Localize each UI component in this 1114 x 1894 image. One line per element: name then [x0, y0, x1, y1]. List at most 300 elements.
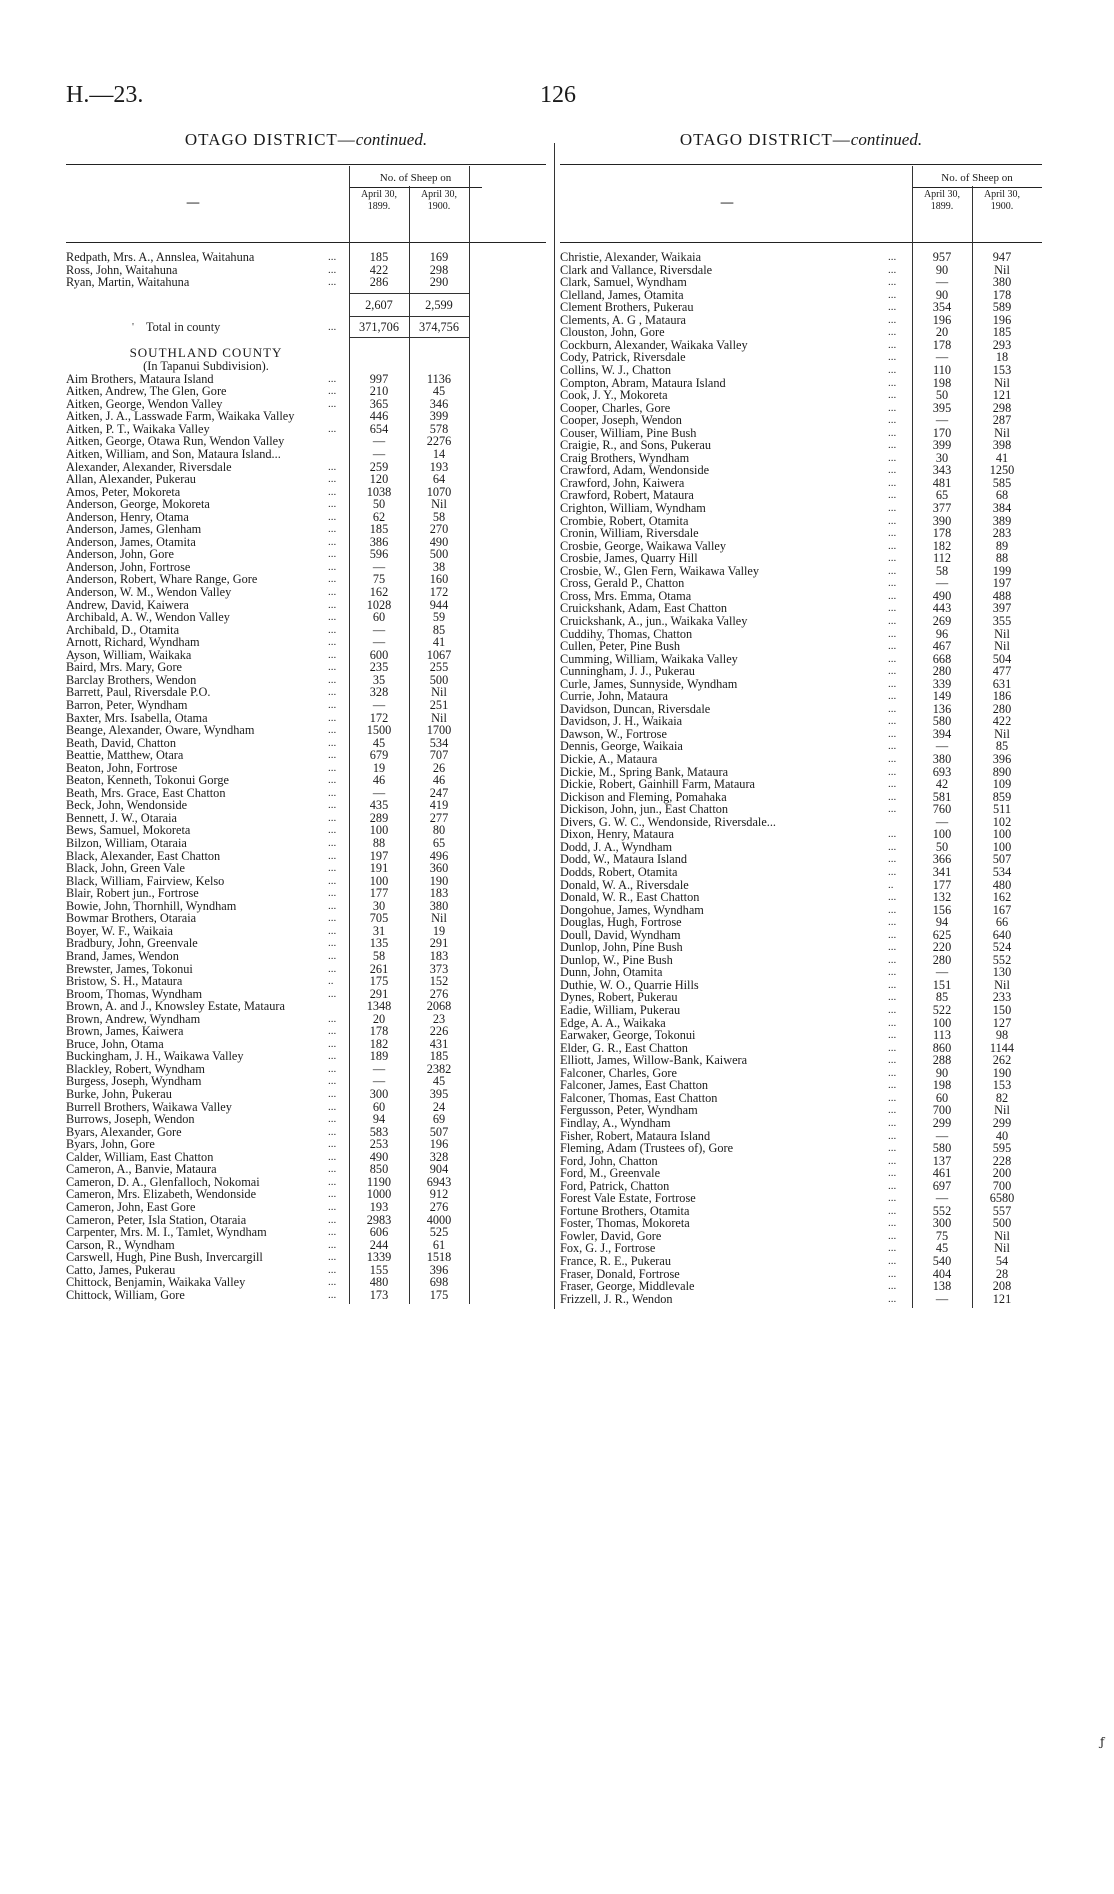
row-value-1900: 276 [429, 986, 449, 1001]
row-name: Davidson, J. H., Waikaia [560, 714, 683, 729]
row-leader-dots: ... [888, 966, 897, 979]
row-name: Beaton, John, Fortrose [66, 760, 178, 775]
row-leader-dots: ... [888, 439, 897, 452]
row-value-1900: 186 [992, 689, 1012, 704]
row-value-1899: 31 [372, 923, 386, 938]
row-value-1900: 255 [429, 660, 449, 675]
row-leader-dots: ... [328, 987, 337, 1000]
row-leader-dots: ... [888, 1267, 897, 1280]
row-leader-dots: ... [328, 473, 337, 486]
row-leader-dots: ... [888, 426, 897, 439]
row-value-1900: Nil [994, 726, 1010, 741]
row-value-1900: 121 [992, 1291, 1012, 1306]
row-name: Amos, Peter, Mokoreta [66, 484, 181, 499]
row-value-1899: 45 [935, 1241, 949, 1256]
row-leader-dots: ... [888, 765, 897, 778]
row-value-1899: — [935, 814, 949, 829]
left-col2-header [409, 189, 469, 213]
row-value-1900: 100 [992, 839, 1012, 854]
row-name: Bradbury, John, Greenvale [66, 936, 198, 951]
row-value-1899: 522 [932, 1003, 952, 1017]
row-value-1899: 583 [369, 1124, 389, 1139]
left-sheep-header: No. of Sheep on [349, 169, 482, 188]
left-col2-line2: 1900. [427, 201, 451, 212]
table-row [66, 1201, 486, 1214]
row-value-1900: 121 [992, 388, 1012, 403]
row-leader-dots: ... [328, 1238, 337, 1251]
row-value-1899: 850 [369, 1162, 389, 1177]
row-name: Crombie, Robert, Otamita [560, 513, 689, 528]
row-leader-dots: ... [328, 372, 337, 385]
row-value-1900: 262 [992, 1053, 1012, 1068]
row-value-1900: 283 [992, 526, 1012, 541]
row-leader-dots: ... [328, 1288, 337, 1301]
row-name: Ford, John, Chatton [560, 1153, 658, 1168]
row-leader-dots: ... [328, 586, 337, 598]
row-value-1899: 178 [932, 337, 952, 352]
row-value-1900: 23 [432, 1011, 446, 1026]
row-name: Cockburn, Alexander, Waikaka Valley [560, 337, 748, 352]
row-name: Crawford, Robert, Mataura [560, 488, 694, 503]
row-value-1899: 697 [932, 1178, 952, 1193]
row-value-1899: 35 [372, 672, 386, 687]
row-leader-dots: ... [888, 577, 897, 590]
row-value-1899: 443 [932, 601, 952, 616]
row-value-1900: 185 [992, 325, 1012, 340]
row-value-1899: 467 [932, 639, 952, 654]
row-leader-dots: ... [888, 552, 897, 565]
row-leader-dots: ... [888, 640, 897, 653]
row-value-1899: — [935, 576, 949, 591]
row-name: Crawford, Adam, Wendonside [560, 463, 710, 478]
right-col2-line1: April 30, [983, 189, 1021, 200]
row-value-1899: 1000 [366, 1187, 392, 1202]
row-value-1899: 193 [369, 1199, 389, 1214]
row-value-1899: 100 [932, 1015, 952, 1030]
row-value-1900: Nil [994, 1241, 1010, 1256]
row-value-1899: 58 [372, 948, 386, 963]
row-value-1899: 299 [932, 1115, 952, 1130]
row-value-1900: 19 [432, 923, 446, 938]
row-value-1900: 398 [992, 438, 1012, 453]
row-value-1899: 422 [369, 262, 389, 277]
right-col1-line2: 1899. [930, 201, 954, 212]
row-value-1900: 28 [995, 1266, 1009, 1281]
right-table-header [560, 164, 1042, 243]
row-name: Curle, James, Sunnyside, Wyndham [560, 676, 738, 691]
row-value-1900: 947 [992, 250, 1012, 264]
row-name: Bews, Samuel, Mokoreta [66, 823, 191, 838]
row-value-1900: 355 [992, 613, 1012, 628]
row-value-1900: Nil [431, 497, 447, 512]
row-name: Elder, G. R., East Chatton [560, 1040, 688, 1055]
row-value-1899: — [372, 635, 386, 650]
row-name: Anderson, John, Gore [66, 547, 174, 562]
row-value-1899: 341 [932, 864, 952, 879]
row-value-1899: 394 [932, 726, 952, 741]
row-leader-dots: ... [328, 761, 337, 774]
row-value-1899: 60 [935, 1090, 949, 1105]
row-leader-dots: ... [888, 727, 897, 740]
row-value-1899: — [372, 446, 386, 461]
row-leader-dots: ... [888, 376, 897, 389]
row-value-1899: 328 [369, 685, 389, 700]
row-value-1899: — [935, 965, 949, 980]
row-value-1899: 138 [932, 1279, 952, 1294]
table-row [66, 950, 486, 963]
row-name: Dodds, Robert, Otamita [560, 864, 678, 879]
row-name: Dickie, Robert, Gainhill Farm, Mataura [560, 777, 755, 792]
row-value-1899: 198 [932, 1078, 952, 1093]
row-leader-dots: ... [328, 1037, 337, 1050]
row-value-1900: 328 [429, 1149, 449, 1164]
row-name: Cuddihy, Thomas, Chatton [560, 626, 693, 641]
row-leader-dots: ... [328, 251, 337, 263]
row-value-1899: 19 [372, 760, 386, 775]
row-value-1900: 595 [992, 1141, 1012, 1156]
right-column-title [560, 130, 1042, 156]
row-name: Byars, Alexander, Gore [66, 1124, 182, 1139]
row-name: Aitken, P. T., Waikaka Valley [66, 421, 210, 436]
row-leader-dots: ... [328, 1075, 337, 1088]
row-leader-dots: ... [888, 652, 897, 665]
row-value-1899: 136 [932, 701, 952, 716]
row-name: Anderson, W. M., Wendon Valley [66, 585, 232, 599]
row-value-1900: 504 [992, 651, 1012, 666]
row-leader-dots: ... [888, 414, 897, 427]
row-value-1900: 890 [992, 764, 1012, 779]
row-leader-dots: ... [888, 790, 897, 803]
row-leader-dots: ... [888, 1054, 897, 1067]
row-name: Dynes, Robert, Pukerau [560, 990, 678, 1005]
row-leader-dots: ... [888, 1041, 897, 1054]
row-name: Burrows, Joseph, Wendon [66, 1112, 195, 1127]
row-value-1900: Nil [994, 626, 1010, 641]
row-name: Bowie, John, Thornhill, Wyndham [66, 898, 237, 913]
row-value-1900: 859 [992, 789, 1012, 804]
right-col2-header [972, 189, 1032, 213]
row-leader-dots: ... [888, 1079, 897, 1092]
row-value-1899: 860 [932, 1040, 952, 1055]
row-value-1900: 912 [429, 1187, 449, 1202]
row-value-1900: 41 [995, 450, 1009, 465]
row-name: Dodd, W., Mataura Island [560, 852, 688, 867]
row-value-1900: 14 [432, 446, 446, 461]
row-value-1900: 69 [432, 1112, 446, 1127]
row-name: Cunningham, J. J., Pukerau [560, 664, 695, 679]
row-name: Cameron, John, East Gore [66, 1199, 196, 1214]
row-value-1900: 183 [429, 886, 449, 901]
row-name: Fortune Brothers, Otamita [560, 1203, 690, 1218]
row-value-1899: — [935, 1191, 949, 1206]
row-value-1900: 41 [432, 635, 446, 650]
row-leader-dots: ... [888, 1142, 897, 1155]
row-leader-dots: ... [888, 326, 897, 339]
row-leader-dots: ... [328, 862, 337, 875]
row-leader-dots: ... [888, 451, 897, 464]
row-value-1899: 446 [369, 409, 389, 424]
row-value-1899: 113 [933, 1028, 951, 1043]
row-value-1900: 395 [429, 1087, 449, 1101]
row-value-1900: 944 [429, 597, 449, 612]
row-name: Dunn, John, Otamita [560, 965, 663, 980]
row-value-1899: 185 [369, 250, 389, 264]
row-value-1899: 110 [933, 362, 951, 377]
total-label: Total in county [146, 319, 221, 334]
row-name: Bennett, J. W., Otaraia [66, 810, 177, 825]
left-col1-line1: April 30, [360, 189, 398, 200]
row-value-1899: 170 [932, 425, 952, 440]
row-name: Catto, James, Pukerau [66, 1262, 176, 1277]
row-leader-dots: ... [888, 1242, 897, 1255]
row-name: Clark, Samuel, Wyndham [560, 275, 687, 290]
row-leader-dots: ... [888, 313, 897, 326]
row-name: France, R. E., Pukerau [560, 1254, 671, 1268]
row-value-1900: 293 [992, 337, 1012, 352]
row-leader-dots: ... [328, 937, 337, 950]
right-col1-line1: April 30, [923, 189, 961, 200]
row-name: Bowmar Brothers, Otaraia [66, 911, 197, 926]
row-value-1899: 606 [369, 1225, 389, 1240]
row-value-1899: 435 [369, 798, 389, 813]
row-value-1899: 50 [372, 497, 386, 512]
row-leader-dots: ... [328, 623, 337, 636]
subtotal-row [66, 299, 486, 312]
row-name: Beath, David, Chatton [66, 735, 176, 750]
row-name: Ross, John, Waitahuna [66, 262, 178, 277]
row-name: Allan, Alexander, Pukerau [66, 472, 196, 487]
row-name: Douglas, Hugh, Fortrose [560, 915, 682, 930]
row-value-1900: 153 [992, 362, 1012, 377]
table-row [560, 1117, 1042, 1130]
row-leader-dots: ... [328, 460, 337, 473]
row-leader-dots: ... [888, 903, 897, 916]
row-value-1899: 20 [935, 325, 949, 340]
row-value-1900: 419 [429, 798, 449, 813]
row-value-1900: 64 [432, 472, 446, 487]
row-leader-dots: ... [328, 1276, 337, 1289]
row-value-1900: 270 [429, 522, 449, 537]
row-value-1899: 269 [932, 613, 952, 628]
edge-mark: ƒ [1100, 1735, 1105, 1749]
row-value-1899: 182 [369, 1036, 389, 1051]
row-value-1900: 1518 [426, 1250, 452, 1265]
row-name: Crosbie, W., Glen Fern, Waikawa Valley [560, 563, 760, 578]
row-value-1899: 253 [369, 1137, 389, 1152]
row-value-1899: 162 [369, 585, 389, 599]
table-row [66, 699, 486, 712]
row-name: Brewster, James, Tokonui [66, 961, 193, 976]
row-value-1900: 380 [429, 898, 449, 913]
row-leader-dots: ... [888, 702, 897, 715]
row-leader-dots: ... [888, 928, 897, 941]
page-code: H.—23. [66, 82, 144, 108]
row-value-1899: 90 [935, 262, 949, 277]
left-divider-b [409, 186, 410, 1304]
row-name: Fisher, Robert, Mataura Island [560, 1128, 711, 1143]
row-leader-dots: ... [888, 1129, 897, 1142]
row-value-1899: 490 [369, 1149, 389, 1164]
subtotal-1899: 2,607 [365, 297, 393, 312]
row-leader-dots: ... [888, 1217, 897, 1230]
row-value-1899: 552 [932, 1203, 952, 1218]
row-name: Anderson, Henry, Otama [66, 509, 189, 524]
row-value-1900: Nil [431, 685, 447, 700]
row-value-1899: 155 [369, 1262, 389, 1277]
row-value-1899: 191 [369, 861, 389, 876]
row-value-1899: 100 [369, 873, 389, 888]
row-value-1899: 286 [369, 275, 389, 290]
row-name: Chittock, Benjamin, Waikaka Valley [66, 1275, 246, 1290]
row-value-1900: 200 [992, 1166, 1012, 1181]
total-leader-dots: ... [328, 320, 337, 333]
row-value-1899: 461 [932, 1166, 952, 1181]
table-row [560, 615, 1042, 628]
row-name: Crosbie, James, Quarry Hill [560, 551, 698, 566]
row-value-1900: 707 [429, 748, 449, 763]
row-value-1899: 172 [369, 710, 389, 725]
row-value-1900: Nil [994, 425, 1010, 440]
row-value-1900: 100 [992, 827, 1012, 842]
row-leader-dots: ... [888, 953, 897, 966]
row-name: Cook, J. Y., Mokoreta [560, 388, 668, 403]
row-value-1900: 190 [429, 873, 449, 888]
row-value-1900: 360 [429, 861, 449, 876]
row-value-1900: 277 [429, 810, 449, 825]
table-row [66, 1289, 486, 1302]
row-leader-dots: ... [328, 548, 337, 561]
row-leader-dots: ... [888, 401, 897, 414]
row-name: Currie, John, Mataura [560, 689, 668, 704]
row-leader-dots: ... [328, 924, 337, 937]
left-title-continued: continued. [355, 130, 428, 149]
row-value-1899: — [935, 350, 949, 365]
row-name: Dunlop, John, Pine Bush [560, 940, 683, 955]
page-number: 126 [540, 82, 576, 108]
row-value-1899: — [935, 413, 949, 428]
row-name: Black, William, Fairview, Kelso [66, 873, 225, 888]
row-name: Carpenter, Mrs. M. I., Tamlet, Wyndham [66, 1225, 267, 1240]
row-value-1899: 1028 [366, 597, 392, 612]
row-value-1900: 228 [992, 1153, 1012, 1168]
row-name: Cameron, Mrs. Elizabeth, Wendonside [66, 1187, 257, 1202]
row-value-1899: 365 [369, 396, 389, 411]
row-value-1900: Nil [994, 375, 1010, 390]
row-name: Aitken, George, Otawa Run, Wendon Valley [66, 434, 285, 449]
row-value-1900: 85 [432, 622, 446, 637]
row-value-1899: — [935, 1291, 949, 1306]
row-name: Collins, W. J., Chatton [560, 362, 672, 377]
row-name: Aitken, William, and Son, Mataura Island... [66, 446, 281, 461]
row-value-1899: 490 [932, 588, 952, 603]
row-value-1900: 380 [992, 275, 1012, 290]
row-value-1899: 50 [935, 388, 949, 403]
row-leader-dots: ... [328, 1050, 337, 1063]
row-value-1900: 172 [429, 585, 449, 599]
row-value-1900: 422 [992, 714, 1012, 729]
row-value-1899: 90 [935, 1065, 949, 1080]
row-value-1900: 58 [432, 509, 446, 524]
row-leader-dots: ... [328, 673, 337, 686]
row-name: Crighton, William, Wyndham [560, 501, 706, 515]
row-value-1899: 679 [369, 748, 389, 763]
row-name: Anderson, James, Otamita [66, 534, 196, 549]
row-value-1899: 377 [932, 501, 952, 515]
row-value-1900: 85 [995, 739, 1009, 754]
row-name: Carswell, Hugh, Pine Bush, Invercargill [66, 1250, 263, 1265]
row-value-1899: 339 [932, 676, 952, 691]
right-divider-a [912, 166, 913, 1308]
row-name: Cross, Gerald P., Chatton [560, 576, 685, 591]
row-name: Burrell Brothers, Waikawa Valley [66, 1099, 232, 1114]
right-sheep-header: No. of Sheep on [912, 169, 1042, 188]
row-leader-dots: ... [888, 276, 897, 289]
row-name: Barrett, Paul, Riversdale P.O. [66, 685, 211, 700]
row-leader-dots: ... [888, 301, 897, 314]
row-value-1900: 511 [993, 802, 1011, 817]
row-value-1899: 1038 [366, 484, 392, 499]
row-name: Archibald, A. W., Wendon Valley [66, 610, 230, 625]
row-value-1899: 120 [369, 472, 389, 487]
row-value-1900: 290 [429, 275, 449, 290]
row-leader-dots: ... [888, 1255, 897, 1267]
row-leader-dots: ... [888, 1066, 897, 1079]
row-value-1900: 490 [429, 534, 449, 549]
right-col1-header [912, 189, 972, 213]
row-leader-dots: ... [888, 564, 897, 577]
row-value-1900: Nil [994, 977, 1010, 992]
row-value-1900: Nil [431, 911, 447, 926]
row-leader-dots: ... [888, 840, 897, 853]
row-leader-dots: ... [888, 1204, 897, 1217]
row-value-1900: 534 [992, 864, 1012, 879]
row-leader-dots: ... [888, 1154, 897, 1167]
row-value-1900: 208 [992, 1279, 1012, 1294]
row-leader-dots: ... [328, 1213, 337, 1226]
row-value-1900: 1250 [989, 463, 1015, 478]
row-leader-dots: ... [328, 385, 337, 398]
row-name: Craigie, R., and Sons, Pukerau [560, 438, 711, 453]
row-name: Cross, Mrs. Emma, Otama [560, 588, 692, 603]
row-value-1900: 251 [429, 697, 449, 712]
row-value-1899: 58 [935, 563, 949, 578]
row-leader-dots: ... [328, 510, 337, 523]
row-leader-dots: ... [328, 962, 337, 975]
row-leader-dots: ... [328, 774, 337, 787]
row-leader-dots: ... [888, 489, 897, 502]
left-divider-a [349, 166, 350, 1304]
row-value-1899: 760 [932, 802, 952, 817]
row-value-1900: 700 [992, 1178, 1012, 1193]
row-value-1900: 233 [992, 990, 1012, 1005]
row-name: Brand, James, Wendon [66, 948, 179, 963]
row-leader-dots: ... [328, 1138, 337, 1151]
row-value-1899: 137 [932, 1153, 952, 1168]
row-leader-dots: ... [888, 1104, 897, 1117]
row-name: Blair, Robert jun., Fortrose [66, 886, 199, 901]
row-value-1899: — [372, 1074, 386, 1089]
row-name: Fergusson, Peter, Wyndham [560, 1103, 698, 1118]
row-leader-dots: ... [328, 560, 337, 573]
county-title: SOUTHLAND COUNTY [129, 344, 283, 360]
row-name: Andrew, David, Kaiwera [66, 597, 189, 612]
row-leader-dots: ... [888, 753, 897, 765]
row-value-1900: 525 [429, 1225, 449, 1240]
row-leader-dots: ... [328, 1062, 337, 1075]
row-value-1900: 46 [432, 773, 446, 788]
row-leader-dots: ... [328, 535, 337, 548]
row-leader-dots: ... [888, 1179, 897, 1192]
